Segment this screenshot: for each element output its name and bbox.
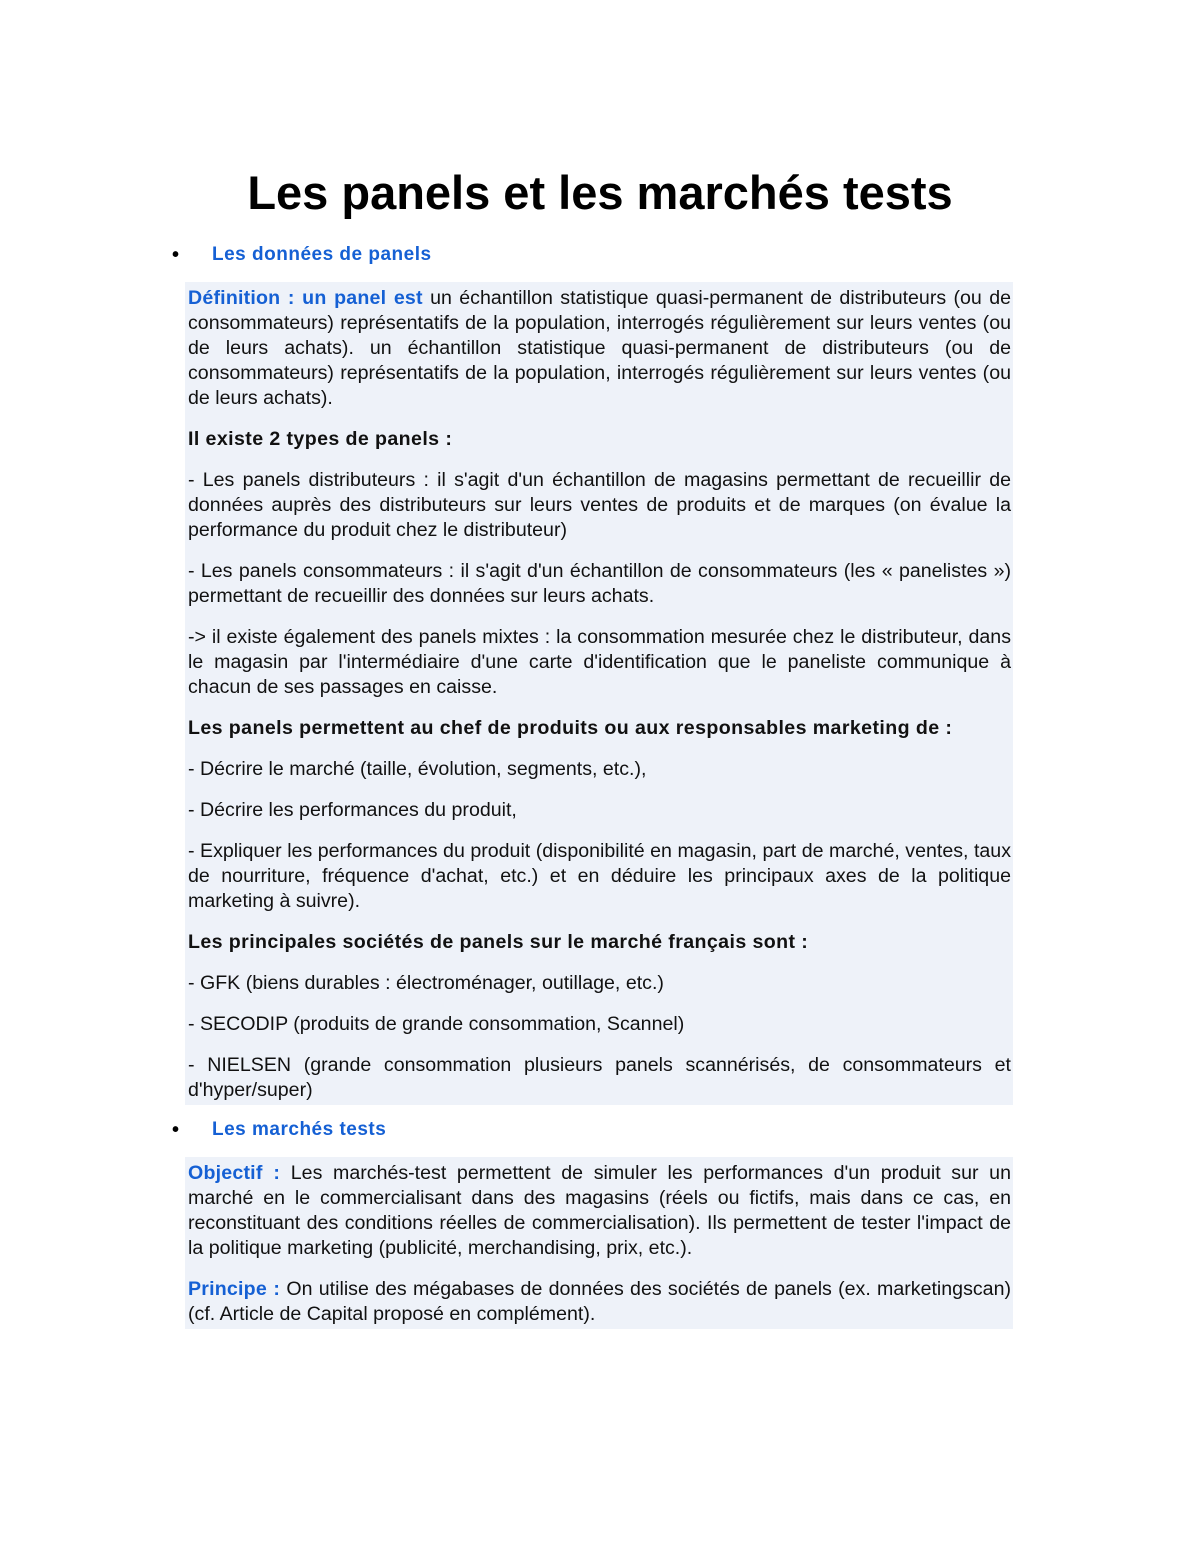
type-paragraph: - Les panels distributeurs : il s'agit d'un échantillon de magasins permettant de recueillir de données auprès des distributeurs sur leurs ventes de produits et de marques (on évalue la performance du produit chez le distributeur) [188, 469, 1011, 541]
bullet-icon: • [172, 244, 180, 266]
objective-label: Objectif : [188, 1162, 281, 1184]
companies-heading: Les principales sociétés de panels sur le marché français sont : [188, 931, 809, 953]
definition-paragraph [188, 286, 1011, 411]
types-heading: Il existe 2 types de panels : [188, 428, 453, 450]
page-title: Les panels et les marchés tests [247, 166, 953, 219]
company-paragraph: - GFK (biens durables : électroménager, outillage, etc.) [188, 972, 664, 994]
principle-paragraph [188, 1277, 1011, 1327]
bullet-icon: • [172, 1119, 180, 1141]
objective-paragraph [188, 1161, 1011, 1261]
definition-text: un échantillon statistique quasi-permanent de distributeurs (ou de consommateurs) représentatifs de la population, interrogés régulièrement sur leurs ventes (ou de leurs achats). un échantillon statistique quasi-permanent de distributeurs (ou de consommateurs) représentatifs de la population, interrogés régulièrement sur leurs ventes (ou de leurs achats). [188, 287, 1011, 409]
objective-text: Les marchés-test permettent de simuler les performances d'un produit sur un marché en le commercialisant dans des magasins (réels ou fictifs, mais dans ce cas, en reconstituant des conditions réelles de commercialisation). Ils permettent de tester l'impact de la politique marketing (publicité, merchandising, prix, etc.). [188, 1162, 1011, 1259]
type-paragraph: - Les panels consommateurs : il s'agit d'un échantillon de consommateurs (les « panelistes ») permettant de recueillir des données sur leurs achats. [188, 560, 1011, 607]
panels-content-block [185, 282, 1013, 1105]
section-heading-text: Les données de panels [212, 244, 432, 265]
company-paragraph: - NIELSEN (grande consommation plusieurs panels scannérisés, de consommateurs et d'hyper/super) [188, 1054, 1011, 1101]
principle-label: Principe : [188, 1278, 281, 1300]
use-paragraph: - Expliquer les performances du produit (disponibilité en magasin, part de marché, ventes, taux de nourriture, fréquence d'achat, etc.) et en déduire les principaux axes de la politique marketing à suivre). [188, 840, 1011, 912]
definition-label: Définition : un panel est [188, 287, 423, 309]
use-paragraph: - Décrire les performances du produit, [188, 799, 517, 821]
principle-text: On utilise des mégabases de données des sociétés de panels (ex. marketingscan) (cf. Article de Capital proposé en complément). [188, 1278, 1011, 1325]
company-paragraph: - SECODIP (produits de grande consommation, Scannel) [188, 1013, 685, 1035]
section-heading-text: Les marchés tests [212, 1119, 387, 1140]
tests-content-block [185, 1157, 1013, 1329]
type-paragraph: -> il existe également des panels mixtes : la consommation mesurée chez le distributeur, dans le magasin par l'intermédiaire d'une carte d'identification que le paneliste communique à chacun de ses passages en caisse. [188, 626, 1011, 698]
use-paragraph: - Décrire le marché (taille, évolution, segments, etc.), [188, 758, 647, 780]
uses-heading: Les panels permettent au chef de produits ou aux responsables marketing de : [188, 717, 953, 739]
